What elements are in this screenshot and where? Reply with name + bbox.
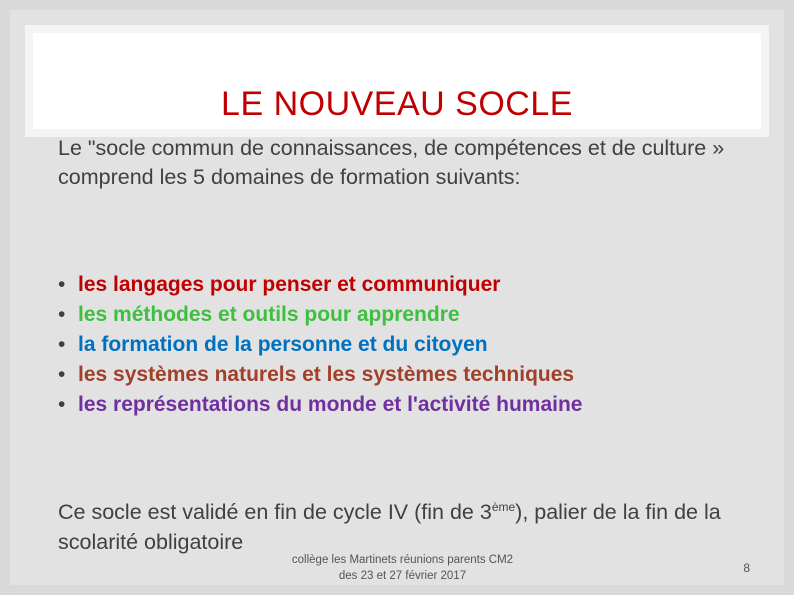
domain-3: la formation de la personne et du citoyen bbox=[78, 333, 488, 356]
list-item bbox=[58, 270, 582, 300]
domain-2: les méthodes et outils pour apprendre bbox=[78, 303, 460, 326]
slide-footer: collège les Martinets réunions parents CM2 des 23 et 27 février 2017 bbox=[291, 554, 514, 582]
list-item bbox=[58, 390, 582, 420]
bullet-dot: • bbox=[58, 393, 66, 416]
bullet-dot: • bbox=[58, 363, 66, 386]
domain-1: les langages pour penser et communiquer bbox=[78, 273, 501, 296]
bullet-dot: • bbox=[58, 273, 66, 296]
intro-paragraph: Le "socle commun de connaissances, de compétences et de culture » comprend les 5 domaines de formation suivants: bbox=[58, 136, 725, 189]
page-number: 8 bbox=[743, 561, 750, 575]
closing-paragraph bbox=[58, 492, 758, 557]
domain-list bbox=[58, 270, 582, 420]
bullet-dot: • bbox=[58, 333, 66, 356]
closing-superscript: ème bbox=[491, 500, 516, 514]
domain-5: les représentations du monde et l'activité humaine bbox=[78, 393, 583, 416]
list-item bbox=[58, 360, 582, 390]
list-item bbox=[58, 330, 582, 360]
closing-text-after: ), palier de la fin de la scolarité obligatoire bbox=[58, 500, 721, 554]
bullet-dot: • bbox=[58, 303, 66, 326]
title-box bbox=[25, 25, 769, 137]
closing-text-before: Ce socle est validé en fin de cycle IV (fin de 3 bbox=[58, 500, 492, 524]
list-item bbox=[58, 300, 582, 330]
slide-title: LE NOUVEAU SOCLE bbox=[221, 85, 573, 123]
domain-4: les systèmes naturels et les systèmes techniques bbox=[78, 363, 575, 386]
